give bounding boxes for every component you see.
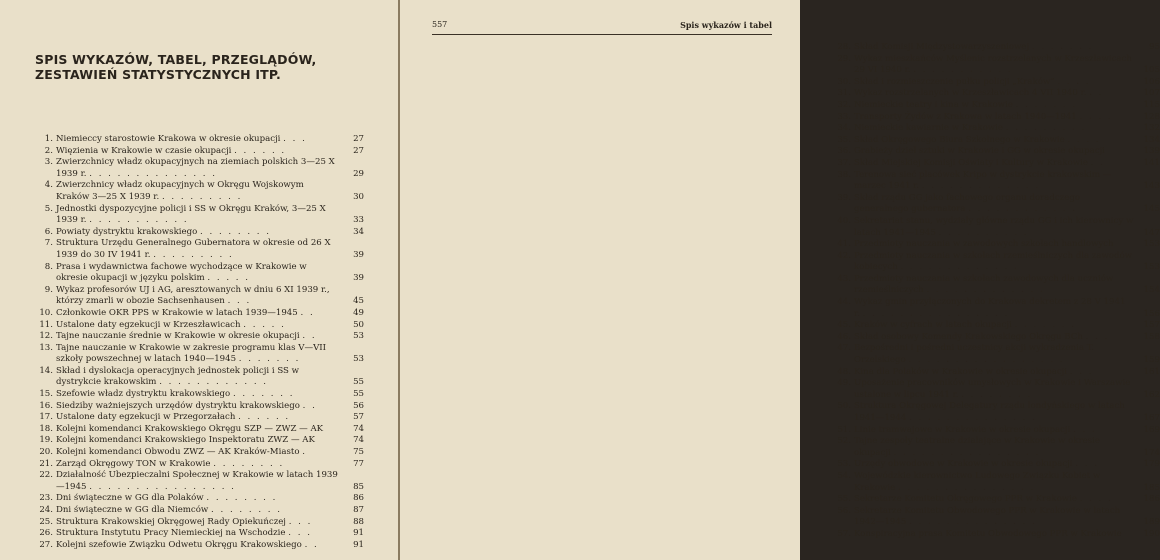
entry-number: 35. (837, 134, 851, 145)
entry-number: 40. (837, 215, 851, 226)
entry-number: 47. (837, 343, 851, 354)
list-entry (834, 100, 1160, 112)
entry-page-number: 134 (1143, 134, 1160, 145)
entry-number: 50. (837, 401, 851, 412)
entry-title: Sekretarze Komitetu Okręgowego PPR w Krakowie (854, 494, 1077, 505)
entry-title: Niemieckie kawiarnie w Krakowie (854, 123, 1004, 134)
entry-title: Zarząd Okręgowy TON w Krakowie (56, 458, 211, 469)
leader-dots: . . . . . . (234, 145, 287, 156)
entry-title: Przedmioty nauczania w zawodowych szkołach handlowych (854, 239, 1114, 250)
list-entry (36, 493, 364, 505)
list-entry (36, 180, 364, 203)
entry-title: Grabieży dzieł sztuki w Krakowie i GG w okresie okupacji (854, 146, 1105, 157)
entry-page-number: 174 (1143, 447, 1160, 458)
entry-number: 14. (39, 365, 53, 376)
entry-page-number: 49 (353, 307, 364, 318)
entry-number: 19. (39, 435, 53, 446)
entry-title: Kraków w cyfrach w latach okupacji (854, 320, 1012, 331)
entry-page-number: 34 (353, 226, 364, 237)
leader-dots: . . (300, 307, 315, 318)
leader-dots: . . . (288, 516, 313, 527)
entry-number: 49. (837, 378, 851, 389)
entry-number: 26. (39, 528, 53, 539)
entry-page-number: 145 (1143, 204, 1160, 215)
entry-number: 46. (837, 331, 851, 342)
list-entry (36, 146, 364, 158)
list-entry (36, 401, 364, 413)
entry-page-number: 30 (353, 191, 364, 202)
list-entry (834, 378, 1160, 401)
leader-dots: . . . (1075, 459, 1099, 470)
list-entry (36, 308, 364, 320)
entry-page-number: 141 (1143, 157, 1160, 168)
entry-title: Skład rządu GG jako fachowego organu doradczego generalnego gubernatora (854, 192, 1081, 215)
entry-page-number: 179 (1143, 459, 1160, 470)
entry-title: Uposażenie pracowników umysłowych w Krakowie i Warszawie ustalone w lipcu 1941 r. (854, 378, 1131, 400)
list-entry (834, 459, 1160, 471)
leader-dots: . . . . . . . (238, 354, 301, 365)
entry-number: 36. (837, 146, 851, 157)
leader-dots: . . . . . . (238, 412, 291, 423)
entry-page-number: 143 (1143, 181, 1160, 192)
leader-dots: . . . . . . . . (961, 389, 1033, 400)
leader-dots: . . . . . . . . . . . . . . . . (893, 447, 1041, 458)
running-title: Spis wykazów i tabel (680, 20, 772, 30)
list-entry (834, 251, 1160, 274)
entry-page-number: 105 (1143, 65, 1160, 76)
entry-number: 31. (837, 88, 851, 99)
list-entry (834, 239, 1160, 251)
list-entry (834, 471, 1160, 494)
leader-dots: . . . . . . . . (206, 493, 278, 504)
entry-number: 51. (837, 424, 851, 435)
list-entry (36, 470, 364, 493)
list-entry (834, 123, 1160, 135)
entry-title: Niemieckie teatry i kina w Krakowie (854, 99, 1013, 110)
entry-title: Terenowa sieć placówek Kripo w dystrykcie krakowskim — marzec 1941 r. (854, 169, 1112, 192)
leader-dots: . . . . . . . . . . . . . . (89, 168, 217, 179)
list-entry (36, 227, 364, 239)
leader-dots: . . . . . . . . (211, 505, 282, 515)
entry-page-number: 161 (1143, 366, 1160, 377)
entry-page-number: 85 (353, 481, 364, 492)
entry-number: 45. (837, 320, 851, 331)
entry-page-number: 29 (353, 168, 364, 179)
entry-page-number: 157 (1143, 320, 1160, 331)
entry-number: 48. (837, 366, 851, 377)
entry-number: 27. (39, 539, 53, 550)
entry-page-number: 167 (1143, 413, 1160, 423)
entry-page-number: 162 (1143, 389, 1160, 400)
entry-page-number: 55 (353, 377, 364, 388)
entry-page-number: 75 (353, 447, 364, 458)
entry-page-number: 190 (1143, 528, 1160, 539)
leader-dots: . . . (1085, 331, 1110, 342)
entry-title: Więzienia w Krakowie w czasie okupacji (56, 145, 232, 156)
list-entry (36, 238, 364, 261)
entry-page-number: 56 (353, 400, 364, 411)
list-entry (36, 412, 364, 424)
leader-dots: . . . . . . . . . . . . . . (909, 413, 1037, 423)
list-entry (36, 134, 364, 146)
leader-dots: . . . . . . . . . (161, 191, 243, 202)
entry-title: Skład Okręgowego Biura Szkolnego w Krakowie (854, 134, 1065, 145)
entry-title: Skład osobowy Komendy Krakowskiego Okręgu BCh (854, 331, 1083, 342)
entry-title: Kolejni komendanci Obwodu ZWZ — AK Kraków-Miasto (56, 447, 300, 458)
leader-dots: . . . . . . . . . (1005, 123, 1087, 134)
leader-dots: . . . . . . . (1031, 42, 1094, 52)
leader-dots: . . (304, 539, 319, 550)
entry-page-number: 132 (1143, 123, 1160, 134)
entry-number: 6. (44, 226, 53, 237)
entry-title: Struktura Okręgowej Delegatury rządu londyńskiego w latach 1941—1944 (854, 401, 1125, 423)
list-entry (36, 517, 364, 529)
leader-dots: . . . . . . . . (213, 458, 285, 469)
leader-dots: . . . . . . . . . . . . . . . . . (908, 355, 1065, 366)
leader-dots: . . . (227, 296, 252, 307)
entry-number: 55. (837, 494, 851, 505)
entry-number: 32. (837, 99, 851, 110)
list-entry (834, 77, 1160, 89)
entry-number: 29. (837, 53, 851, 64)
list-entry (36, 343, 364, 366)
leader-dots: . . . . . . . . . . . . . . . (897, 482, 1036, 493)
entry-page-number: 87 (353, 505, 364, 515)
leader-dots: . . . . . . . . . . . . . . (909, 517, 1037, 528)
entry-title: Działalność Ubezpieczalni Społecznej w Krakowie w latach 1939—1945 (56, 470, 338, 492)
entry-number: 43. (837, 273, 851, 284)
page-heading: SPIS WYKAZÓW, TABEL, PRZEGLĄDÓW, ZESTAWIEŃ STATYSTYCZNYCH ITP. (35, 52, 317, 82)
list-entry (36, 528, 364, 540)
entry-page-number: 106 (1143, 76, 1160, 87)
entry-page-number: 115 (1143, 99, 1160, 110)
entry-title: Bezpośredni i pośredni uczestnicy akcji wykradzenia T. Orzelskiego (854, 343, 1094, 366)
list-entry (36, 157, 364, 180)
entry-number: 57. (837, 528, 851, 539)
list-entry (834, 42, 1160, 54)
entry-page-number: 27 (353, 134, 364, 144)
entry-title: Skład Miejskiej Komisji Oświaty i Kultury w Krakowie (854, 157, 1088, 168)
entry-title: Wykaz profesorów UJ i AG, aresztowanych w dniu 6 XI 1939 r., którzy zmarli w obozie Sachsenhausen (56, 284, 330, 307)
entry-page-number: 156 (1143, 308, 1160, 319)
leader-dots: . . (302, 400, 317, 411)
entry-title: Zwierzchnicy władz okupacyjnych w Okręgu Wojskowym Kraków 3—25 X 1939 r. (56, 180, 304, 202)
entry-title: Linie tramwajowe w Krakowie w okresie okupacji (854, 424, 1071, 435)
entry-title: Skład i rozmieszczenie pułku policji „Kraków” (854, 76, 1055, 87)
list-entry (834, 216, 1160, 239)
list-entry (834, 494, 1160, 506)
leader-dots: . . . . . . . . . . . . . (921, 181, 1041, 192)
entry-number: 20. (39, 447, 53, 458)
list-entry (834, 401, 1160, 424)
leader-dots: . . . . . . . . . . . . . . . . (862, 308, 1010, 319)
list-entry (36, 366, 364, 389)
list-entry (834, 320, 1160, 332)
entry-number: 39. (837, 192, 851, 203)
entry-number: 4. (44, 180, 53, 191)
entry-number: 52. (837, 436, 851, 447)
entry-page-number: 45 (353, 296, 364, 307)
entry-title: Dni świąteczne w GG dla Niemców (56, 505, 209, 515)
entry-title: Skład Komisji Międzystowarzyszeniowej (854, 42, 1030, 52)
leader-dots: . . . (283, 134, 307, 144)
entry-page-number: 189 (1143, 517, 1160, 528)
entry-page-number: 86 (353, 493, 364, 504)
entry-page-number: 74 (353, 423, 364, 434)
entry-title: Sekretarze Komitetu Obwodowego PPR w Krakowie w latach 1942—1945 (854, 505, 1121, 528)
entry-page-number: 57 (353, 412, 364, 423)
entry-title: Urzędy obwodowe w Krakowie w okresie okupacji (854, 459, 1073, 470)
list-entry (36, 435, 364, 447)
entry-page-number: 33 (353, 215, 364, 226)
list-entry (834, 436, 1160, 459)
left-entry-list (36, 134, 364, 551)
entry-page-number: 158 (1143, 331, 1160, 342)
entry-page-number: 77 (353, 458, 364, 469)
leader-dots: . . . . (1079, 111, 1113, 122)
entry-page-number: 91 (353, 539, 364, 550)
leader-dots: . . . . . . . . . . . (89, 215, 189, 226)
list-entry (834, 158, 1160, 170)
leader-dots: . . . . . . . . . . (938, 227, 1029, 238)
entry-page-number: 74 (353, 435, 364, 446)
leader-dots: . . . (288, 528, 312, 539)
entry-page-number: 128 (1143, 111, 1160, 122)
leader-dots: . . . . . (207, 273, 251, 284)
leader-dots: . . . . (1067, 134, 1101, 145)
entry-page-number: 95 (1149, 42, 1160, 52)
entry-page-number: 169 (1143, 424, 1160, 435)
list-entry (36, 320, 364, 332)
entry-title: Tajne nauczanie średnie w Krakowie w okresie okupacji (56, 331, 300, 342)
entry-page-number: 153 (1143, 262, 1160, 273)
list-entry (834, 506, 1160, 529)
entry-number: 54. (837, 470, 851, 481)
left-page (0, 0, 398, 560)
entry-title: Niemieccy starostowie Krakowa w okresie okupacji (56, 134, 281, 144)
entry-page-number: 185 (1143, 482, 1160, 493)
list-entry (834, 367, 1160, 379)
leader-dots: . . . . . . . . . . . . (159, 377, 269, 388)
entry-page-number: 107 (1143, 88, 1160, 99)
entry-page-number: 154 (1143, 285, 1160, 296)
entry-page-number: 139 (1143, 146, 1160, 157)
list-entry (834, 88, 1160, 100)
entry-number: 16. (39, 400, 53, 411)
entry-page-number: 50 (353, 319, 364, 330)
entry-number: 22. (39, 470, 53, 481)
entry-title: Prasa i wydawnictwa fachowe wychodzące w Krakowie w okresie okupacji w języku polskim (56, 261, 307, 284)
entry-number: 23. (39, 493, 53, 504)
list-entry (36, 447, 364, 459)
entry-number: 30. (837, 76, 851, 87)
leader-dots: . . . . . . . (1015, 99, 1078, 110)
entry-title: Kolejni szefowie Związku Odwetu Okręgu Krakowskiego (56, 539, 302, 550)
entry-number: 38. (837, 169, 851, 180)
entry-page-number: 186 (1143, 494, 1160, 505)
entry-title: Konspiracyjna prasa Komitetu Obwodowego PPR w Krakowie (854, 528, 1122, 539)
entry-title: Wykaz gmin przyłączonych do Krakowa dekretem z 28 V 1941 r. (854, 297, 1126, 319)
entry-title: Kina dla Polaków w Krakowie w okresie okupacji (854, 366, 1068, 377)
leader-dots: . . . (1069, 366, 1094, 377)
entry-number: 42. (837, 250, 851, 261)
entry-number: 7. (44, 238, 53, 249)
entry-title: Ustalone daty egzekucji w Przegorzałach (56, 412, 236, 423)
leader-dots: . . . . . . . . . . . . . (900, 262, 1019, 273)
entry-number: 53. (837, 459, 851, 470)
entry-title: Przedmioty nauczania w szkołach zawodowych dla uczniów rzemieślniczych (854, 273, 1114, 296)
list-entry (834, 54, 1160, 77)
entry-title: Sekretariat stanu, wydziały główne rządu GG i ich kierownicy w latach 1941—1945 (854, 215, 1134, 238)
entry-title: Dni świąteczne w GG dla Polaków (56, 493, 204, 504)
entry-title: Transporty Żydów z Krakowa w latach 1940—1941 (854, 111, 1077, 122)
entry-number: 24. (39, 505, 53, 515)
list-entry (36, 285, 364, 308)
leader-dots: . . . (1073, 424, 1097, 435)
entry-number: 44. (837, 297, 851, 308)
entry-page-number: 91 (353, 528, 364, 539)
entry-title: Przedmioty nauczania w szkołach rzemieślniczych dla zawodów kobiecych (854, 250, 1133, 273)
entry-number: 15. (39, 389, 53, 400)
entry-number: 37. (837, 157, 851, 168)
entry-number: 34. (837, 123, 851, 134)
list-entry (834, 274, 1160, 297)
entry-title: Struktura Krakowskiej Okręgowej Rady Opiekuńczej (56, 516, 286, 527)
list-entry (834, 297, 1160, 320)
entry-title: Tajne nauczanie w Krakowie w zakresie programu klas V—VII szkoły powszechnej w latach 1940—1945 (56, 342, 327, 365)
entry-number: 33. (837, 111, 851, 122)
list-entry (36, 331, 364, 343)
leader-dots: . . . . . . . (232, 389, 295, 400)
entry-page-number: 55 (353, 389, 364, 400)
entry-title: Jednostki dyspozycyjne policji i SS w Okręgu Kraków, 3—25 X 1939 r. (56, 203, 326, 226)
leader-dots: . . . . . . . (1014, 320, 1077, 331)
entry-number: 41. (837, 239, 851, 250)
entry-number: 56. (837, 505, 851, 516)
entry-number: 28. (837, 42, 851, 52)
entry-title: Kolejni komendanci Krakowskiego Okręgu SZP — ZWZ — AK (56, 423, 324, 434)
list-entry (834, 193, 1160, 216)
entry-number: 18. (39, 423, 53, 434)
list-entry (834, 332, 1160, 344)
leader-dots: . . . . . . . . (200, 226, 272, 237)
entry-title: Szefowie władz dystryktu krakowskiego (56, 389, 231, 400)
list-entry (834, 425, 1160, 437)
entry-title: Struktura Instytutu Pracy Niemieckiej na Wschodzie (56, 528, 286, 539)
entry-number: 3. (44, 157, 53, 168)
right-page (400, 0, 1160, 560)
entry-page-number: 27 (353, 145, 364, 156)
entry-title: Wykaz mieszkańców Myślenic rozstrzelanych w Krzeszławicach 29 VI 1940 r. (854, 53, 1132, 76)
list-entry (834, 146, 1160, 158)
leader-dots: . (302, 447, 307, 458)
list-entry (834, 170, 1160, 193)
leader-dots: . . . . . (243, 319, 286, 330)
entry-page-number: 53 (353, 331, 364, 342)
entry-title: Kolejni komendanci Krakowskiego Inspektoratu ZWZ — AK (56, 435, 315, 446)
list-entry (834, 529, 1160, 541)
page-number: 557 (432, 20, 448, 29)
entry-number: 11. (39, 319, 53, 330)
entry-title: Powiaty dystryktu krakowskiego (56, 226, 198, 237)
entry-title: Struktura Urzędu Generalnego Gubernatora w okresie od 26 X 1939 do 30 IV 1941 r. (56, 238, 331, 260)
list-entry (36, 262, 364, 285)
entry-page-number: 159 (1143, 355, 1160, 366)
leader-dots: . . . . . . . . . . . (913, 65, 1013, 76)
entry-page-number: 39 (353, 273, 364, 284)
list-entry (36, 540, 364, 552)
list-entry (834, 112, 1160, 124)
list-entry (834, 135, 1160, 147)
entry-number: 9. (44, 284, 53, 295)
entry-number: 8. (44, 261, 53, 272)
list-entry (36, 459, 364, 471)
leader-dots: . . . . . . . . . (153, 249, 234, 260)
entry-page-number: 147 (1143, 227, 1160, 238)
entry-number: 1. (44, 134, 53, 144)
leader-dots: . . . . (1057, 76, 1091, 87)
leader-dots: . . . . . . . . . . . . (968, 204, 1078, 215)
entry-page-number: 53 (353, 354, 364, 365)
entry-title: Skład i dyslokacja operacyjnych jednostek policji i SS w dystrykcie krakowskim (56, 365, 300, 388)
entry-page-number: 39 (353, 249, 364, 260)
entry-number: 17. (39, 412, 53, 423)
leader-dots: . . . . . . . . . . . . . (926, 285, 1045, 296)
entry-number: 25. (39, 516, 53, 527)
entry-page-number: 88 (353, 516, 364, 527)
list-entry (834, 343, 1160, 366)
entry-title: Wojewódzkie kierownictwo Ludowego Związku Kobiet w Krakowie (854, 470, 1101, 493)
entry-title: Ustalone daty egzekucji w Krzeszławicach (56, 319, 241, 330)
entry-page-number: 153 (1143, 239, 1160, 250)
entry-title: Zwierzchnicy władz okupacyjnych na ziemiach polskich 3—25 X 1939 r. (56, 157, 335, 179)
right-entry-list (834, 42, 1160, 541)
running-header (432, 20, 772, 35)
leader-dots: . . (302, 331, 317, 342)
list-entry (36, 424, 364, 436)
entry-number: 13. (39, 342, 53, 353)
leader-dots: . . (1090, 157, 1105, 168)
entry-title: Członkowie OKR PPS w Krakowie w latach 1939—1945 (56, 307, 298, 318)
list-entry (36, 204, 364, 227)
leader-dots: . . (1089, 88, 1104, 99)
entry-title: Tajne zespoły teatralne działające w Krakowie w okresie okupacji (854, 436, 1100, 458)
entry-number: 10. (39, 307, 53, 318)
list-entry (36, 505, 364, 517)
entry-number: 2. (44, 145, 53, 156)
list-entry (36, 389, 364, 401)
entry-number: 5. (44, 203, 53, 214)
leader-dots: . . . . (1079, 494, 1113, 505)
leader-dots: . . . . . . . . . . . . . . . . (89, 481, 236, 492)
entry-number: 21. (39, 458, 53, 469)
entry-title: Wykaz rozstrzelanych w Krzeszławicach 4 VII 1940 r. (854, 88, 1087, 99)
entry-number: 12. (39, 331, 53, 342)
entry-title: Siedziby ważniejszych urzędów dystryktu krakowskiego (56, 400, 300, 411)
